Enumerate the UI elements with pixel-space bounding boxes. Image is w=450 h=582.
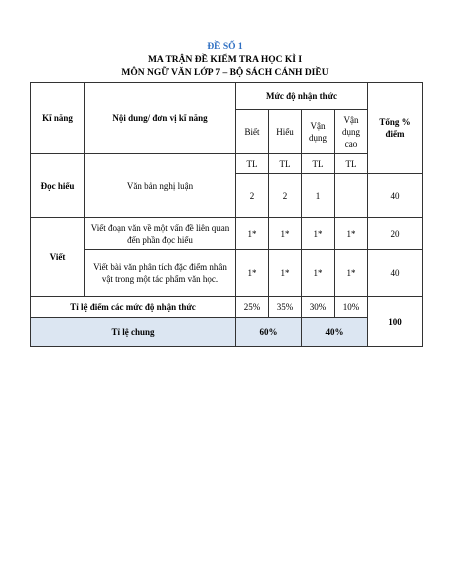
essay-total: 40 — [368, 250, 423, 297]
header-total-percent: Tổng % điểm — [368, 83, 423, 174]
ratio-general-label: Tỉ lệ chung — [31, 318, 236, 347]
document-subtitle: MÔN NGỮ VĂN LỚP 7 – BỘ SÁCH CÁNH DIỀU — [121, 68, 329, 78]
ratio-levels-label: Tỉ lệ điểm các mức độ nhận thức — [31, 297, 236, 318]
reading-content-cell: Văn bản nghị luận — [85, 154, 236, 218]
reading-know-value: 2 — [236, 174, 269, 218]
essay-understand-value: 1* — [269, 250, 302, 297]
ratio-know: 25% — [236, 297, 269, 318]
paragraph-know-value: 1* — [236, 218, 269, 250]
writing-skill-cell: Viết — [31, 218, 85, 297]
qtype-apply: TL — [302, 154, 335, 174]
paragraph-total: 20 — [368, 218, 423, 250]
ratio-general-left: 60% — [236, 318, 302, 347]
ratio-understand: 35% — [269, 297, 302, 318]
paragraph-understand-value: 1* — [269, 218, 302, 250]
document-title: MA TRẬN ĐỀ KIỂM TRA HỌC KÌ I — [147, 55, 303, 65]
qtype-apply-high: TL — [335, 154, 368, 174]
ratio-apply-high: 10% — [335, 297, 368, 318]
reading-apply-value: 1 — [302, 174, 335, 218]
assessment-matrix-table — [30, 82, 423, 347]
exam-number: ĐỀ SỐ 1 — [207, 42, 243, 52]
header-cognitive-level: Mức độ nhận thức — [236, 83, 368, 110]
qtype-understand: TL — [269, 154, 302, 174]
writing-essay-content: Viết bài văn phân tích đặc điểm nhân vật trong một tác phẩm văn học. — [85, 250, 236, 297]
writing-paragraph-content: Viết đoạn văn về một vấn đề liên quan đến phần đọc hiểu — [85, 218, 236, 250]
level-understand: Hiểu — [269, 110, 302, 154]
essay-apply-high-value: 1* — [335, 250, 368, 297]
level-apply-high: Vận dụng cao — [335, 110, 368, 154]
grand-total: 100 — [368, 297, 423, 347]
qtype-know: TL — [236, 154, 269, 174]
ratio-general-right: 40% — [302, 318, 368, 347]
level-know: Biết — [236, 110, 269, 154]
ratio-apply: 30% — [302, 297, 335, 318]
level-apply: Vận dụng — [302, 110, 335, 154]
essay-know-value: 1* — [236, 250, 269, 297]
essay-apply-value: 1* — [302, 250, 335, 297]
reading-apply-high-value — [335, 174, 368, 218]
paragraph-apply-value: 1* — [302, 218, 335, 250]
header-content: Nội dung/ đơn vị kĩ năng — [85, 83, 236, 154]
reading-understand-value: 2 — [269, 174, 302, 218]
reading-total: 40 — [368, 174, 423, 218]
paragraph-apply-high-value: 1* — [335, 218, 368, 250]
header-skill: Kĩ năng — [31, 83, 85, 154]
reading-skill-cell: Đọc hiểu — [31, 154, 85, 218]
